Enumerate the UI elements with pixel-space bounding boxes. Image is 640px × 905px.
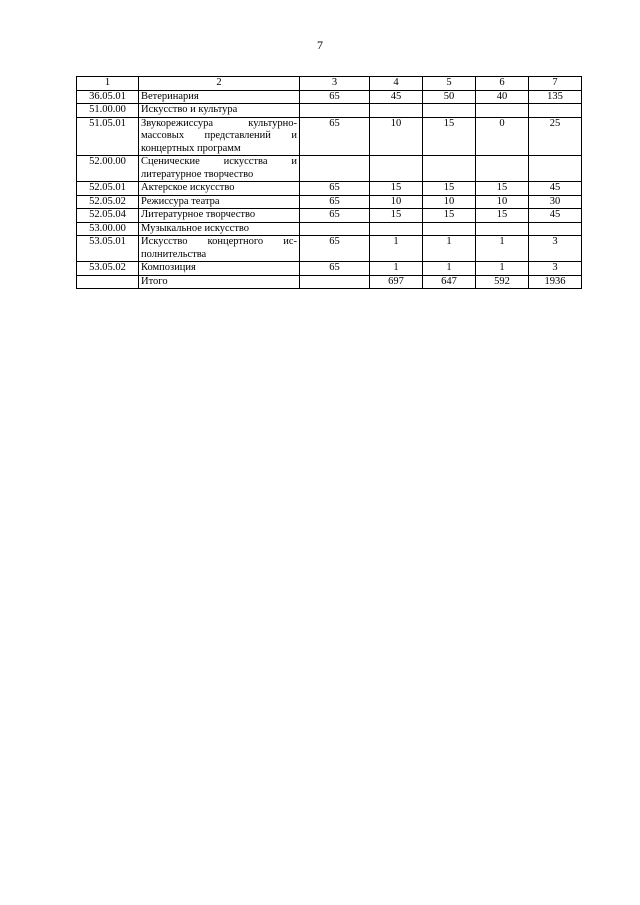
cell-code: 51.05.01 [77,117,139,156]
cell-code: 36.05.01 [77,90,139,104]
cell-name: Музыкальное искусство [139,222,300,236]
table-row [77,195,582,209]
cell-col-3: 65 [300,262,370,276]
cell-col-4: 1 [370,262,423,276]
cell-code: 51.00.00 [77,104,139,118]
cell-code: 52.00.00 [77,156,139,182]
cell-col-7: 45 [529,182,582,196]
cell-col-3 [300,275,370,289]
cell-name: Актерское искусство [139,182,300,196]
cell-col-4: 1 [370,236,423,262]
cell-col-6 [476,156,529,182]
cell-code: 53.00.00 [77,222,139,236]
table-header-row [77,77,582,91]
cell-col-4: 10 [370,195,423,209]
header-cell-3: 3 [300,77,370,91]
table-row [77,209,582,223]
cell-col-5: 647 [423,275,476,289]
cell-col-7: 1936 [529,275,582,289]
cell-code: 52.05.02 [77,195,139,209]
cell-name: Ветеринария [139,90,300,104]
cell-col-3 [300,156,370,182]
cell-col-5 [423,104,476,118]
cell-col-7 [529,156,582,182]
cell-col-5: 1 [423,262,476,276]
cell-col-5: 1 [423,236,476,262]
cell-col-4: 15 [370,209,423,223]
cell-name: Композиция [139,262,300,276]
cell-col-5 [423,222,476,236]
cell-col-7: 135 [529,90,582,104]
cell-code: 53.05.02 [77,262,139,276]
cell-col-6: 592 [476,275,529,289]
cell-col-4 [370,222,423,236]
cell-col-4: 15 [370,182,423,196]
cell-col-3: 65 [300,117,370,156]
table-row [77,104,582,118]
cell-col-3: 65 [300,236,370,262]
cell-col-6: 15 [476,182,529,196]
cell-code: 52.05.04 [77,209,139,223]
table-row [77,117,582,156]
cell-name: Литературное творчество [139,209,300,223]
cell-name: Звукорежиссура культурно-массовых представлений и концертных программ [139,117,300,156]
cell-col-4: 45 [370,90,423,104]
header-cell-2: 2 [139,77,300,91]
cell-name: Режиссура театра [139,195,300,209]
table-row [77,156,582,182]
cell-col-6: 15 [476,209,529,223]
cell-col-7: 30 [529,195,582,209]
cell-col-7: 25 [529,117,582,156]
cell-col-3 [300,222,370,236]
header-cell-1: 1 [77,77,139,91]
cell-col-5: 15 [423,209,476,223]
cell-col-6: 10 [476,195,529,209]
cell-name: Искусство и культура [139,104,300,118]
cell-col-3: 65 [300,182,370,196]
cell-col-6: 1 [476,262,529,276]
cell-col-3: 65 [300,195,370,209]
cell-name: Итого [139,275,300,289]
data-table [76,76,582,289]
cell-col-5: 50 [423,90,476,104]
page-number: 7 [317,38,323,52]
cell-col-6: 40 [476,90,529,104]
cell-col-7 [529,104,582,118]
table-row [77,182,582,196]
cell-col-5: 15 [423,182,476,196]
cell-name: Искусство концертного ис-полнительства [139,236,300,262]
cell-col-3 [300,104,370,118]
cell-col-7: 45 [529,209,582,223]
header-cell-7: 7 [529,77,582,91]
table-row [77,90,582,104]
table-row [77,222,582,236]
header-cell-6: 6 [476,77,529,91]
table-row [77,275,582,289]
cell-col-3: 65 [300,90,370,104]
header-cell-5: 5 [423,77,476,91]
cell-col-6 [476,104,529,118]
cell-name: Сценические искусства и литературное творчество [139,156,300,182]
cell-code: 52.05.01 [77,182,139,196]
table-row [77,262,582,276]
cell-col-6 [476,222,529,236]
cell-col-6: 1 [476,236,529,262]
cell-code: 53.05.01 [77,236,139,262]
table-row [77,236,582,262]
cell-col-4: 10 [370,117,423,156]
cell-col-3: 65 [300,209,370,223]
header-cell-4: 4 [370,77,423,91]
cell-col-4: 697 [370,275,423,289]
cell-col-5 [423,156,476,182]
cell-col-7 [529,222,582,236]
cell-col-5: 10 [423,195,476,209]
cell-col-7: 3 [529,236,582,262]
cell-col-4 [370,104,423,118]
cell-col-7: 3 [529,262,582,276]
cell-code [77,275,139,289]
cell-col-5: 15 [423,117,476,156]
cell-col-4 [370,156,423,182]
cell-col-6: 0 [476,117,529,156]
